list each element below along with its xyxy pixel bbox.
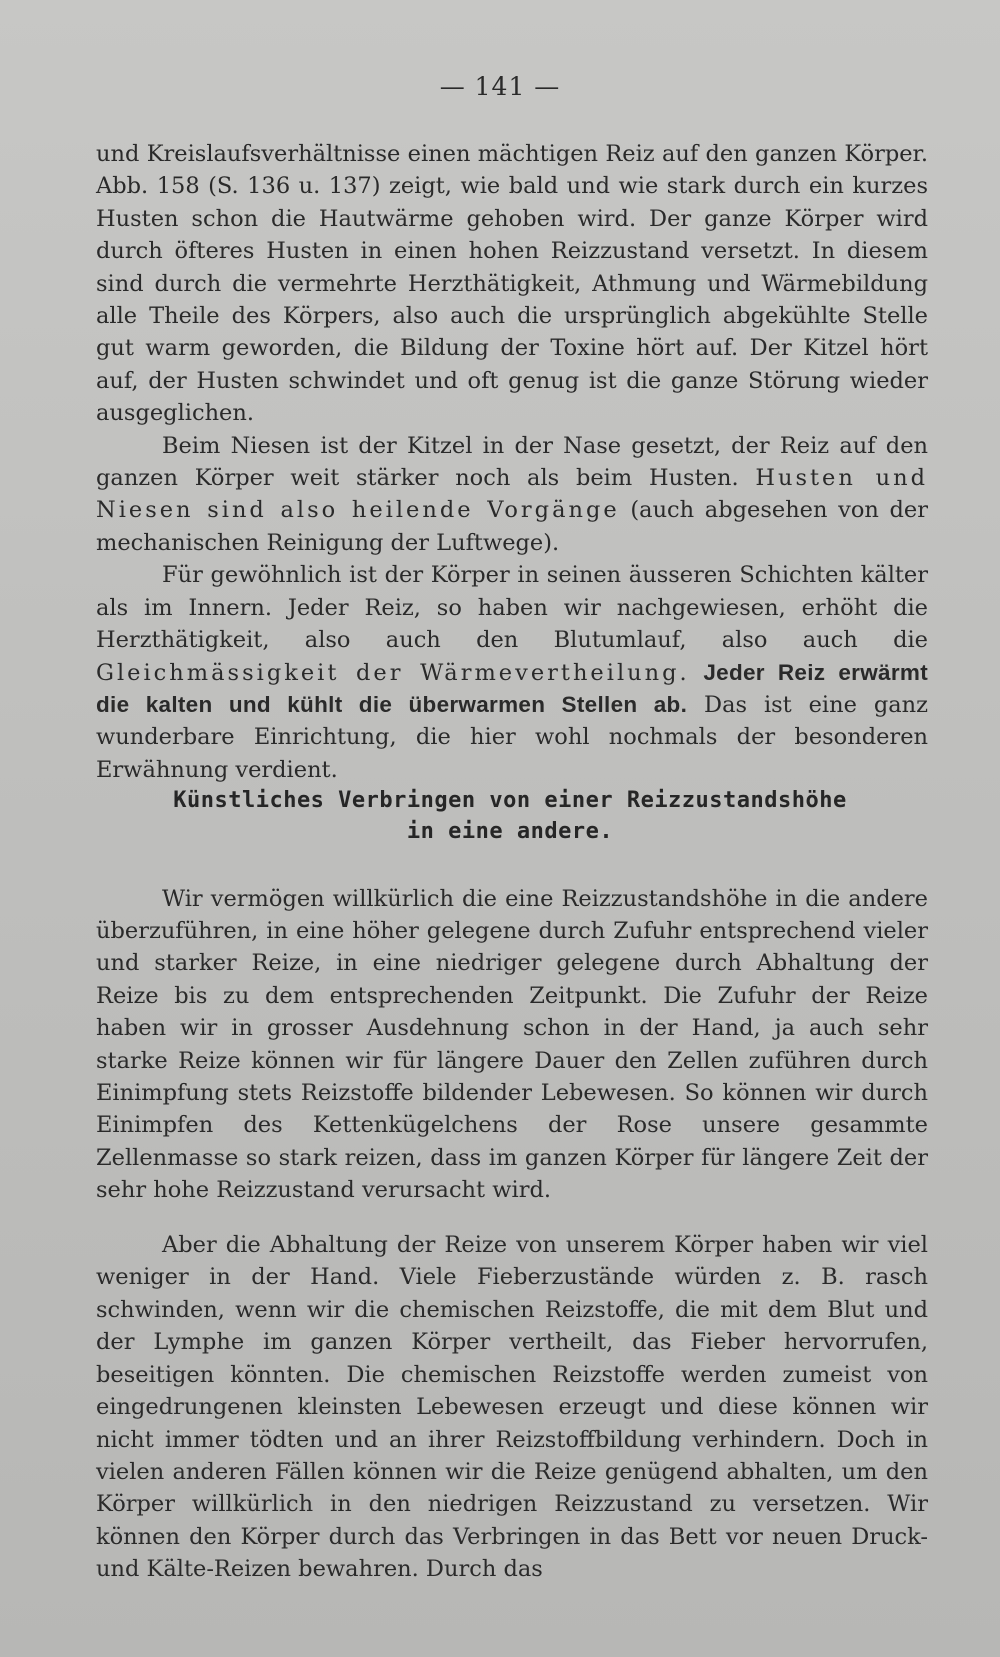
paragraph [96,138,928,430]
paragraph [96,559,928,786]
upper-text-block [96,138,928,786]
paragraph-text: und Kreislaufsverhältnisse einen mächtigen Reiz auf den ganzen Körper. Abb. 158 (S. 136 u. 137) zeigt, wie bald und wie stark durch ein kurzes Husten schon die Hautwärme gehoben wird. Der ganze Körper wird durch öfteres Husten in einen hohen Reizzustand versetzt. In diesem sind durch die vermehrte Herzthätigkeit, Athmung und Wärmebildung alle Theile des Körpers, also auch die ursprünglich abgekühlte Stelle gut warm geworden, die Bildung der Toxine hört auf. Der Kitzel hört auf, der Husten schwindet und oft genug ist die ganze Störung wieder ausgeglichen. [96,141,928,427]
paragraph-text: Das ist eine ganz wunderbare Einrichtung, die hier wohl nochmals der besonderen Erwähnung verdient. [96,691,928,783]
section-heading-line: Künstliches Verbringen von einer Reizzustandshöhe [173,788,847,813]
paragraph: Wir vermögen willkürlich die eine Reizzustandshöhe in die andere überzuführen, in eine höher gelegene durch Zufuhr entsprechend vieler und starker Reize, in eine niedriger gelegene durch Abhaltung der Reize bis zu dem entsprechenden Zeitpunkt. Die Zufuhr der Reize haben wir in grosser Ausdehnung schon in der Hand, ja auch sehr starke Reize können wir für längere Dauer den Zellen zuführen durch Einimpfung stets Reizstoffe bildender Lebewesen. So können wir durch Einimpfen des Kettenkügelchens der Rose unsere gesammte Zellenmasse so stark reizen, dass im ganzen Körper für längere Zeit der sehr hohe Reizzustand verursacht wird. [96,885,928,1204]
emphasis-spaced-text: Husten und Niesen sind also heilende Vorgänge [96,465,928,524]
page-number: — 141 — [439,72,561,101]
paragraph-text: Für gewöhnlich ist der Körper in seinen äusseren Schichten kälter als im Innern. Jeder Reiz, so haben wir nachgewiesen, erhöht die Herzthätigkeit, also auch den Blutumlauf, also auch die [96,562,928,654]
section-text-block [96,860,928,1608]
paragraph-text: (auch abgesehen von der mechanischen Reinigung der Luftwege). [96,497,929,556]
emphasis-bold-text: Jeder Reiz erwärmt die kalten und kühlt die überwarmen Stellen ab. [96,659,929,717]
paragraph-text: Beim Niesen ist der Kitzel in der Nase gesetzt, der Reiz auf den ganzen Körper weit stärker noch als beim Husten. [96,432,928,492]
paragraph: Aber die Abhaltung der Reize von unserem Körper haben wir viel weniger in der Hand. Viele Fieberzustände würden z. B. rasch schwinden, wenn wir die chemischen Reizstoffe, die mit dem Blut und der Lymphe im ganzen Körper vertheilt, das Fieber hervorrufen, beseitigen könnten. Die chemischen Reizstoffe werden zumeist von eingedrungenen kleinsten Lebewesen erzeugt und diese können wir nicht immer tödten und an ihrer Reizstoffbildung verhindern. Doch in vielen anderen Fällen können wir die Reize genügend abhalten, um den Körper willkürlich in den niedrigen Reizzustand zu versetzen. Wir können den Körper durch das Verbringen in das Bett vor neuen Druck- und Kälte-Reizen bewahren. Durch das [96,1232,928,1583]
paragraph [96,430,928,560]
emphasis-spaced-text: Gleichmässigkeit der Wärmevertheilung. [96,659,690,686]
section-heading-line: in eine andere. [406,819,614,844]
section-heading [120,785,900,847]
